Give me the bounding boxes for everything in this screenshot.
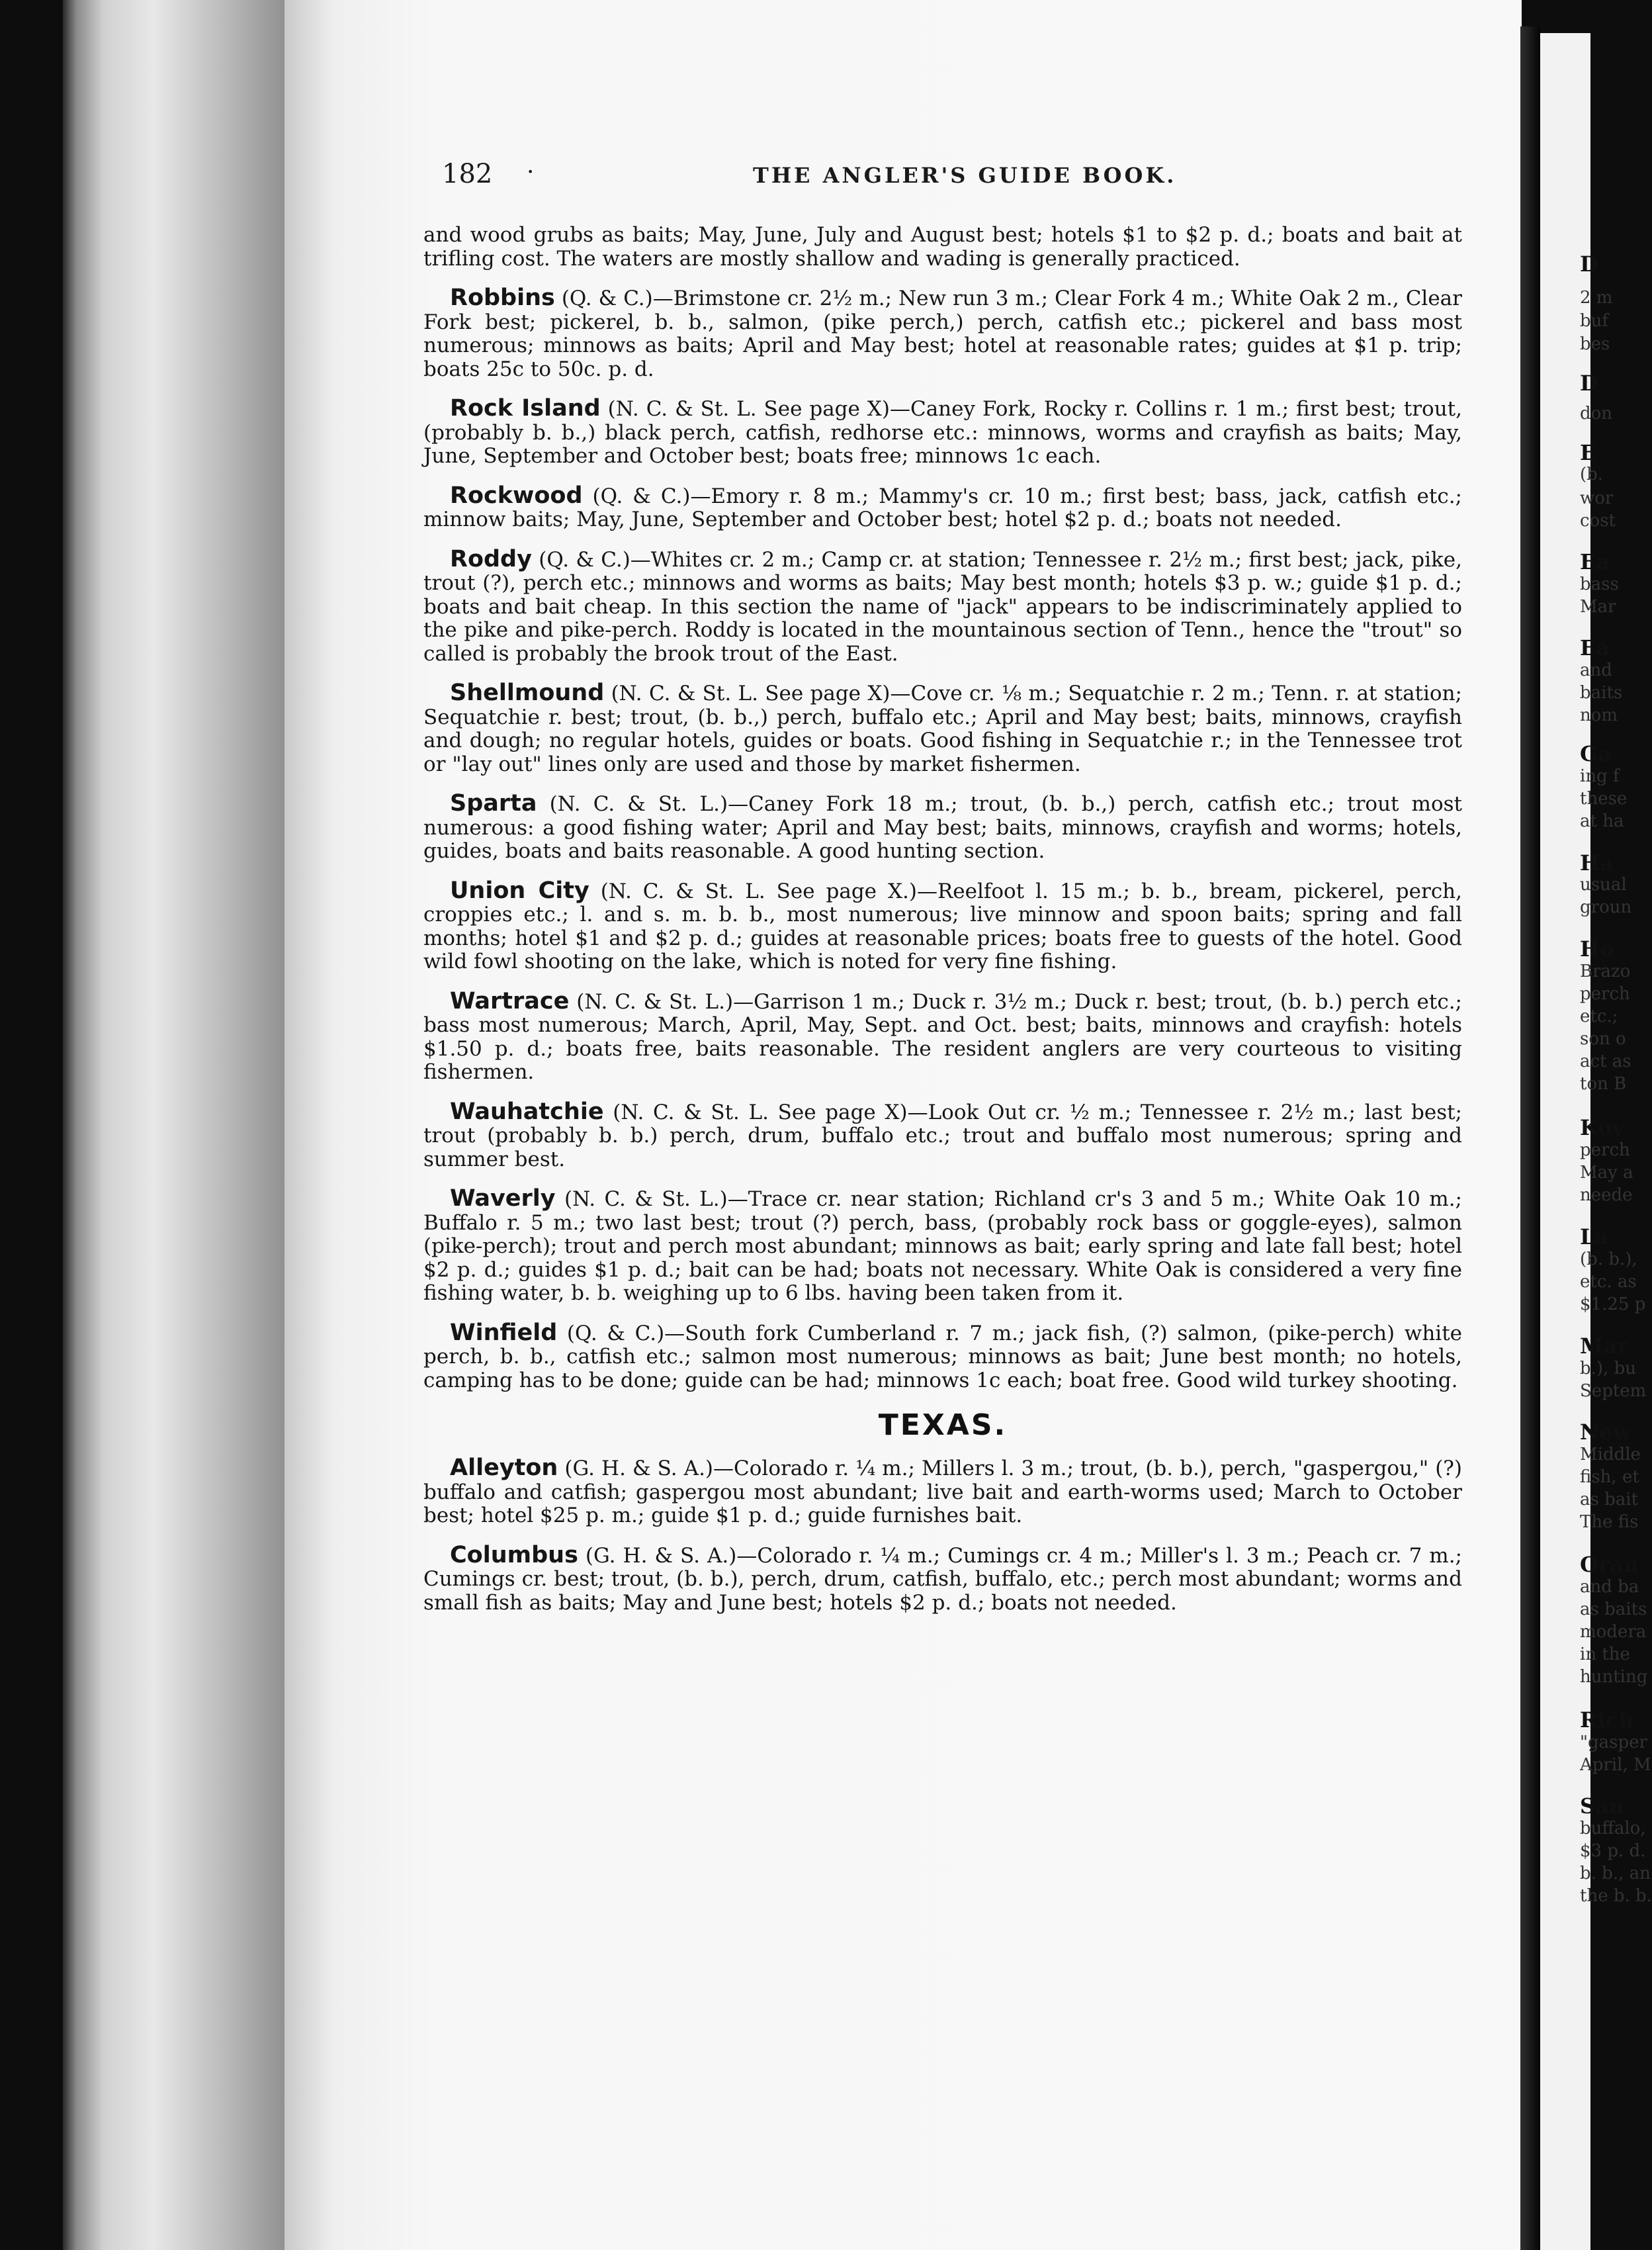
facing-page-text: as bait — [1580, 1490, 1639, 1509]
book-page-edges — [63, 0, 288, 2250]
running-head — [442, 159, 1454, 199]
facing-page-fragment — [1540, 33, 1652, 2250]
listing-entry — [423, 287, 1462, 381]
entry-text: (N. C. & St. L. See page X.)—Reelfoot l. 15 m.; b. b., bream, pickerel, perch, croppies etc.; l. and s. m. b. b., most numerous; live minnow and spoon baits; spring and fall months; hotel $1 and $2 p. d.; guides at reasonable prices; boats free to guests of the hotel. Good wild fowl shooting on the lake, which is noted for very fine fishing. — [423, 879, 1462, 973]
facing-page-text: the b. b. — [1580, 1886, 1652, 1906]
listing-entry — [423, 682, 1462, 776]
entry-text: (N. C. & St. L.)—Trace cr. near station; Richland cr's 3 and 5 m.; White Oak 10 m.; Buffalo r. 5 m.; two last best; trout (?) perch, bass, (probably rock bass or goggle-eyes), salmon (pike-perch); trout and perch most abundant; minnows as bait; early spring and late fall best; hotel $2 p. d.; guides $1 p. d.; bait can be had; boats not necessary. White Oak is considered a very fine fishing water, b. b. weighing up to 6 lbs. having been taken from it. — [423, 1187, 1462, 1305]
entry-text: (N. C. & St. L. See page X)—Look Out cr. ½ m.; Tennessee r. 2½ m.; last best; trout (probably b. b.) perch, drum, buffalo etc.; trout and buffalo most numerous; spring and summer best. — [423, 1100, 1462, 1171]
facing-page-text: bass — [1580, 574, 1619, 594]
facing-page-text: Ho — [1580, 936, 1614, 962]
listing-entry — [423, 792, 1462, 864]
listing-entry — [423, 1098, 1462, 1172]
facing-page-text: nom — [1580, 705, 1618, 725]
facing-page-text: ton B — [1580, 1074, 1627, 1094]
facing-page-text: Septem — [1580, 1381, 1647, 1401]
book-gutter — [1520, 26, 1540, 2250]
texas-entries — [423, 1457, 1462, 1615]
facing-page-text: usual — [1580, 875, 1627, 895]
facing-page-text: Ea — [1580, 635, 1610, 660]
facing-page-text: at ha — [1580, 811, 1624, 831]
facing-page-text: 2 m — [1580, 288, 1613, 308]
facing-page-text: fish, et — [1580, 1467, 1639, 1487]
facing-page-text: b.), bu — [1580, 1359, 1636, 1378]
place-name: Waverly — [450, 1185, 556, 1212]
facing-page-text: etc. as — [1580, 1272, 1637, 1292]
place-name: Shellmound — [450, 680, 605, 706]
facing-page-text: wor — [1580, 488, 1614, 508]
facing-page-text: New — [1580, 1419, 1631, 1445]
facing-page-text: D — [1580, 251, 1598, 277]
facing-page-text: cost — [1580, 511, 1616, 531]
facing-page-text: don — [1580, 404, 1613, 424]
entry-text: (Q. & C.)—Whites cr. 2 m.; Camp cr. at station; Tennessee r. 2½ m.; first best; jack, pike, trout (?), perch etc.; minnows and worms as baits; May best month; hotels $3 p. w.; guide $1 p. d.; boats and bait cheap. In this section the name of "jack" appears to be indiscriminately applied to the pike and pike-perch. Roddy is located in the mountainous section of Tenn., hence the "trout" so called is probably the brook trout of the East. — [423, 547, 1462, 666]
facing-page-text: Kov — [1580, 1115, 1625, 1140]
facing-page-text: ing f — [1580, 766, 1620, 786]
facing-page-text: as baits — [1580, 1599, 1647, 1619]
facing-page-text: April, M — [1580, 1755, 1651, 1775]
facing-page-text: b. b., an — [1580, 1864, 1651, 1883]
facing-page-text: Mar — [1580, 597, 1616, 617]
facing-page-text: these — [1580, 789, 1628, 809]
facing-page-text: D — [1580, 371, 1598, 396]
place-name: Alleyton — [450, 1455, 558, 1481]
listing-entry — [423, 987, 1462, 1085]
listing-entry — [423, 545, 1462, 666]
listing-entry — [423, 397, 1462, 469]
place-name: Union City — [450, 877, 589, 904]
facing-page-text: act as — [1580, 1052, 1631, 1071]
entry-text: (N. C. & St. L. See page X)—Cove cr. ⅛ m.; Sequatchie r. 2 m.; Tenn. r. at station; Sequatchie r. best; trout, (b. b.,) perch, buffalo etc.; April and May best; baits, minnows, crayfish and dough; no regular hotels, guides or boats. Good fishing in Sequatchie r.; in the Tennessee trot or "lay out" lines only are used and those by market fishermen. — [423, 682, 1462, 776]
facing-page-text: The fis — [1580, 1512, 1639, 1532]
facing-page-text: Middle — [1580, 1445, 1641, 1464]
section-heading-texas: TEXAS. — [878, 1408, 1008, 1442]
facing-page-text: Oran — [1580, 1552, 1639, 1577]
facing-page-text: Rich — [1580, 1707, 1634, 1732]
place-name: Rockwood — [450, 482, 583, 509]
listing-entry — [423, 484, 1462, 532]
facing-page-text: Mar — [1580, 1333, 1629, 1359]
facing-page-text: Ha — [1580, 850, 1614, 876]
listing-entry — [423, 879, 1462, 974]
facing-page-text: bes — [1580, 334, 1610, 354]
listing-entry — [423, 1457, 1462, 1528]
tennessee-entries — [423, 287, 1462, 1392]
facing-page-text: son o — [1580, 1029, 1626, 1049]
place-name: Rock Island — [450, 395, 601, 422]
place-name: Columbus — [450, 1541, 578, 1568]
facing-page-text: groun — [1580, 897, 1632, 917]
listing-entry — [423, 1319, 1462, 1393]
place-name: Wartrace — [450, 987, 570, 1014]
place-name: Winfield — [450, 1319, 558, 1346]
entry-text: (N. C. & St. L.)—Caney Fork 18 m.; trout, (b. b.,) perch, catfish etc.; trout most numerous: a good fishing water; April and May best; baits, minnows, crayfish and worms; hotels, guides, boats and baits reasonable. A good hunting section. — [423, 792, 1462, 863]
facing-page-text: baits — [1580, 683, 1623, 703]
facing-page-text: and ba — [1580, 1577, 1639, 1597]
entry-text: (Q. & C.)—South fork Cumberland r. 7 m.; jack fish, (?) salmon, (pike-perch) white perch, b. b., catfish etc.; salmon most numerous; minnows as bait; June best month; no hotels, camping has to be done; guide can be had; minnows 1c each; boat free. Good wild turkey shooting. — [423, 1321, 1462, 1392]
facing-page-text: buffalo, — [1580, 1819, 1646, 1838]
facing-page-text: Ga — [1580, 741, 1612, 766]
entry-text: (Q. & C.)—Emory r. 8 m.; Mammy's cr. 10 m.; first best; bass, jack, catfish etc.; minnow baits; May, June, September and October best; hotel $2 p. d.; boats not needed. — [423, 484, 1462, 531]
entry-text: (N. C. & St. L. See page X)—Caney Fork, Rocky r. Collins r. 1 m.; first best; trout, (probably b. b.,) black perch, catfish, redhorse etc.: minnows, worms and crayfish as baits; May, June, September and October best; boats free; minnows 1c each. — [423, 397, 1462, 468]
facing-page-text: $3 p. d. — [1580, 1841, 1646, 1861]
place-name: Roddy — [450, 545, 532, 572]
entry-text: (N. C. & St. L.)—Garrison 1 m.; Duck r. 3½ m.; Duck r. best; trout, (b. b.) perch etc.; bass most numerous; March, April, May, Sept. and Oct. best; baits, minnows and crayfish: hotels $1.50 p. d.; boats free, baits reasonable. The resident anglers are very courteous to visiting fishermen. — [423, 989, 1462, 1084]
place-name: Robbins — [450, 285, 555, 311]
facing-page-text: neede — [1580, 1185, 1633, 1205]
entry-text: (G. H. & S. A.)—Colorado r. ¼ m.; Cumings cr. 4 m.; Miller's l. 3 m.; Peach cr. 7 m.; Cumings cr. best; trout, (b. b.), perch, drum, catfish, buffalo, etc.; perch most abundant; worms and small fish as baits; May and June best; hotels $2 p. d.; boats not needed. — [423, 1543, 1462, 1615]
entry-text: (G. H. & S. A.)—Colorado r. ¼ m.; Millers l. 3 m.; trout, (b. b.), perch, "gaspergou," (?) buffalo and catfish; gaspergou most abundant; live bait and earth-worms used; March to October best; hotel $25 p. m.; guide $1 p. d.; guide furnishes bait. — [423, 1457, 1462, 1527]
facing-page-text: La — [1580, 1224, 1609, 1249]
facing-page-text: "gasper — [1580, 1732, 1647, 1752]
page-number: 182 — [442, 159, 493, 189]
entry-text: (Q. & C.)—Brimstone cr. 2½ m.; New run 3 m.; Clear Fork 4 m.; White Oak 2 m., Clear Fork best; pickerel, b. b., salmon, (pike perch,) perch, catfish etc.; pickerel and bass most numerous; minnows as baits; April and May best; hotel at reasonable rates; guides at $1 p. trip; boats 25c to 50c. p. d. — [423, 287, 1462, 381]
facing-page-text: (b. b.), — [1580, 1249, 1637, 1269]
listing-entry — [423, 1541, 1462, 1615]
facing-page-text: in the — [1580, 1644, 1630, 1664]
text-column — [423, 224, 1462, 1631]
facing-page-text: Brazo — [1580, 962, 1631, 981]
facing-page-text: buf — [1580, 311, 1609, 331]
listing-entry — [423, 1187, 1462, 1306]
facing-page-text: and — [1580, 660, 1612, 680]
running-title: THE ANGLER'S GUIDE BOOK. — [753, 163, 1177, 188]
facing-page-text: Ea — [1580, 549, 1610, 574]
facing-page-text: May a — [1580, 1163, 1633, 1183]
facing-page-text: San — [1580, 1793, 1625, 1819]
facing-page-text: perch — [1580, 984, 1630, 1004]
facing-page-text: E — [1580, 440, 1596, 465]
place-name: Sparta — [450, 790, 537, 817]
facing-page-text: $1.25 p — [1580, 1294, 1646, 1314]
continuation-paragraph: and wood grubs as baits; May, June, July and August best; hotels $1 to $2 p. d.; boats and bait at trifling cost. The waters are mostly shallow and wading is generally practiced. — [423, 223, 1462, 271]
facing-page-text: (b. — [1580, 465, 1604, 484]
running-head-dot: · — [527, 159, 535, 186]
facing-page-text: etc.; — [1580, 1007, 1618, 1026]
place-name: Wauhatchie — [450, 1098, 604, 1125]
facing-page-text: modera — [1580, 1622, 1647, 1642]
facing-page-text: hunting — [1580, 1667, 1648, 1687]
facing-page-text: perch — [1580, 1140, 1630, 1160]
